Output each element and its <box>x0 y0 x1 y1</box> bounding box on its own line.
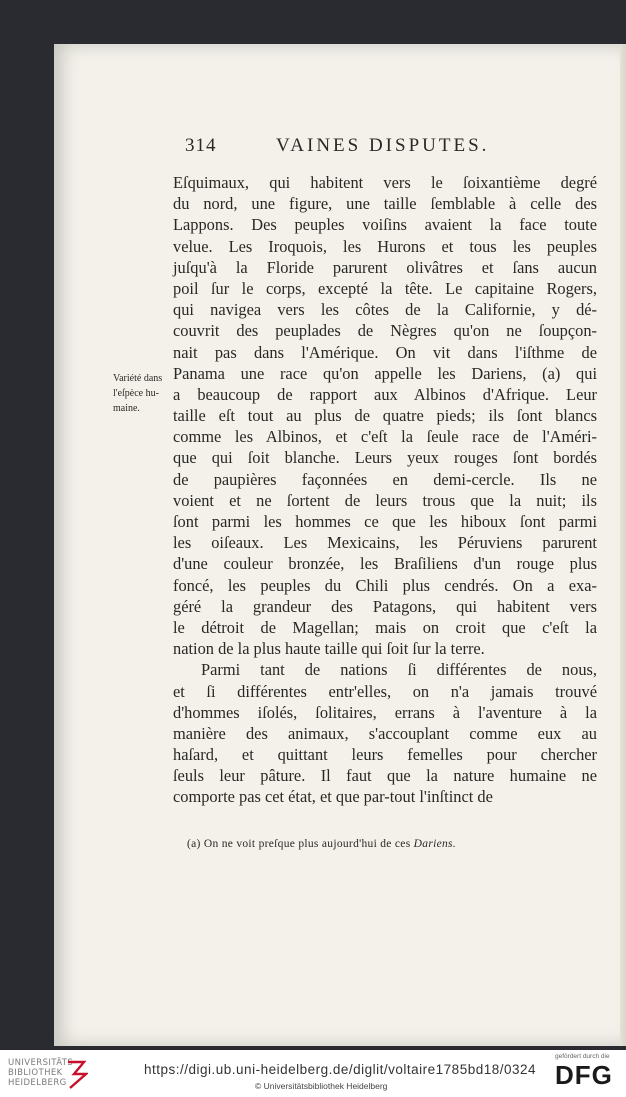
text-line: foncé, les peuples du Chili plus cendrés. On a exa- <box>173 575 597 595</box>
margin-note-line: l'eſpèce hu- <box>113 388 159 399</box>
footnote-italic: Dariens. <box>413 838 457 850</box>
library-name-line: BIBLIOTHEK <box>8 1068 63 1078</box>
page-number: 314 <box>185 135 217 156</box>
running-title: VAINES DISPUTES. <box>276 135 490 156</box>
text-line: a beaucoup de rapport aux Albinos d'Afrique. Leur <box>173 384 597 404</box>
margin-note <box>113 371 173 416</box>
permalink-url[interactable]: https://digi.ub.uni-heidelberg.de/diglit/voltaire1785bd18/0324 <box>144 1062 537 1077</box>
text-line: d'hommes iſolés, ſolitaires, errans à l'aventure à la <box>173 702 597 722</box>
text-line: d'une couleur bronzée, les Braſiliens d'un rouge plus <box>173 554 597 574</box>
text-line: taille eſt tout au plus de quatre pieds; ils ſont blancs <box>173 406 597 426</box>
margin-note-line: Variété dans <box>113 373 163 384</box>
funder-caption: gefördert durch die <box>555 1053 610 1060</box>
text-line: Lappons. Des peuples voiſins avaient la face toute <box>173 215 597 235</box>
text-line: comporte pas cet état, et que par-tout l'inſtinct de <box>173 787 493 807</box>
viewer-footer <box>0 1050 626 1097</box>
footnote <box>187 838 607 850</box>
library-logo[interactable] <box>8 1058 88 1091</box>
text-line: couvrit des peuplades de Nègres qu'on ne ſoupçon- <box>173 321 597 341</box>
text-line: poil ſur le corps, excepté la tête. Le capitaine Rogers, <box>173 278 597 298</box>
page-edge <box>620 44 626 1046</box>
text-line: nait pas dans l'Amérique. On vit dans l'iſthme de <box>173 342 597 362</box>
text-line: haſard, et quittant leurs femelles pour chercher <box>173 745 597 765</box>
text-line: du nord, une figure, une taille ſemblable à celle des <box>173 194 597 214</box>
body-text <box>173 172 597 808</box>
library-name-line: UNIVERSITÄTS- <box>8 1058 77 1068</box>
copyright-notice: © Universitätsbibliothek Heidelberg <box>255 1081 388 1091</box>
text-line: Parmi tant de nations ſi différentes de nous, <box>201 660 597 680</box>
text-line: manière des animaux, s'accouplant comme eux au <box>173 723 597 743</box>
text-line: les oiſeaux. Les Mexicains, les Péruviens parurent <box>173 533 597 553</box>
text-line: Eſquimaux, qui habitent vers le ſoixantième degré <box>173 173 597 192</box>
footnote-marker: (a) <box>187 838 201 850</box>
margin-note-line: maine. <box>113 403 140 414</box>
text-line: ſeuls leur pâture. Il faut que la nature humaine ne <box>173 766 597 786</box>
text-line: que qui ſoit blanche. Leurs yeux rouges ſont bordés <box>173 448 597 468</box>
text-line: géré la grandeur des Patagons, qui habitent vers <box>173 596 597 616</box>
text-line: Panama une race qu'on appelle les Dariens, (a) qui <box>173 363 597 383</box>
text-line: et ſi différentes entr'elles, on n'a jamais trouvé <box>173 681 597 701</box>
library-mark-icon <box>66 1060 88 1090</box>
text-line: de paupières façonnées en demi-cercle. Ils ne <box>173 469 597 489</box>
funder-logo[interactable] <box>555 1053 619 1089</box>
library-name-line: HEIDELBERG <box>8 1078 67 1088</box>
page-header <box>0 135 626 161</box>
text-line: nation de la plus haute taille qui ſoit ſur la terre. <box>173 639 485 659</box>
text-line: comme les Albinos, et c'eſt la ſeule race de l'Améri- <box>173 427 597 447</box>
text-line: voient et ne ſortent de leurs trous que la nuit; ils <box>173 490 597 510</box>
text-line: le détroit de Magellan; mais on croit que c'eſt la <box>173 617 597 637</box>
dfg-logo: DFG <box>555 1060 613 1090</box>
text-line: velue. Les Iroquois, les Hurons et tous les peuples <box>173 236 597 256</box>
text-line: ſont parmi les hommes ce que les hiboux ſont parmi <box>173 512 597 531</box>
text-line: qui navigea vers les côtes de la Californie, y dé- <box>173 300 597 320</box>
footnote-text: On ne voit preſque plus aujourd'hui de ces <box>203 838 411 850</box>
text-line: juſqu'à la Floride parurent olivâtres et ſans aucun <box>173 257 597 277</box>
